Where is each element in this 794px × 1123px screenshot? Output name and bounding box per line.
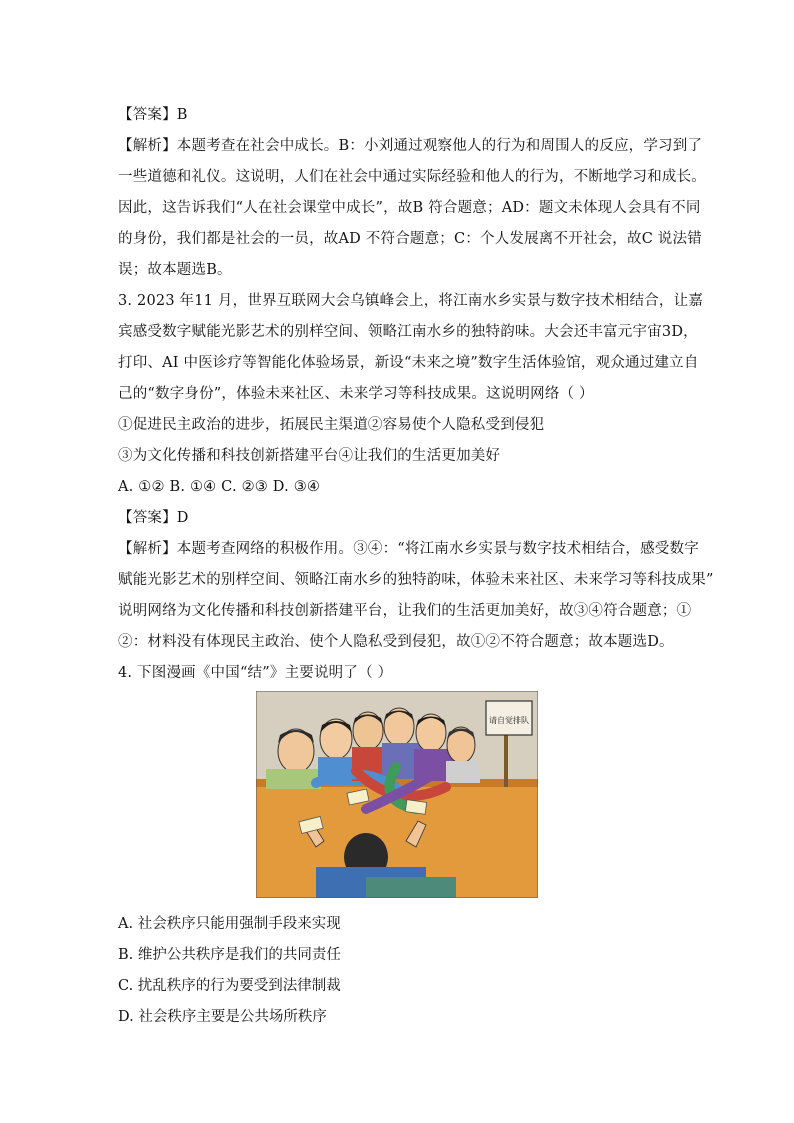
q4-stem: 4. 下图漫画《中国“结”》主要说明了（ ） xyxy=(118,665,393,681)
document-page xyxy=(118,100,714,1033)
q3-analysis-line: 赋能光影艺术的别样空间、领略江南水乡的独特韵味，体验未来社区、未来学习等科技成果” xyxy=(118,572,714,588)
q4-option-d: D. 社会秩序主要是公共场所秩序 xyxy=(118,1009,327,1025)
q2-answer: 【答案】B xyxy=(118,107,188,123)
cartoon-figure-container xyxy=(118,691,678,901)
queue-cartoon-illustration xyxy=(256,691,538,898)
q2-analysis-line: 的身份，我们都是社会的一员，故AD 不符合题意；C：个人发展离不开社会，故C 说法错 xyxy=(118,231,702,247)
q3-choices: A. ①② B. ①④ C. ②③ D. ③④ xyxy=(118,479,321,495)
q3-analysis-line: 说明网络为文化传播和科技创新搭建平台，让我们的生活更加美好，故③④符合题意；① xyxy=(118,603,692,619)
q4-option-c: C. 扰乱秩序的行为要受到法律制裁 xyxy=(118,978,341,994)
q4-option-a: A. 社会秩序只能用强制手段来实现 xyxy=(118,916,341,932)
q3-analysis-line: 【解析】本题考查网络的积极作用。③④：“将江南水乡实景与数字技术相结合，感受数字 xyxy=(118,541,699,557)
q4-option-b: B. 维护公共秩序是我们的共同责任 xyxy=(118,947,341,963)
q3-item-line: ③为文化传播和科技创新搭建平台④让我们的生活更加美好 xyxy=(118,448,501,464)
q3-item-line: ①促进民主政治的进步，拓展民主渠道②容易使个人隐私受到侵犯 xyxy=(118,417,545,433)
sign-text: 请自觉排队 xyxy=(489,716,529,725)
q2-analysis-line: 一些道德和礼仪。这说明，人们在社会中通过实际经验和他人的行为，不断地学习和成长。 xyxy=(118,169,706,185)
q3-analysis-line: ②：材料没有体现民主政治、使个人隐私受到侵犯，故①②不符合题意；故本题选D。 xyxy=(118,634,674,650)
q3-stem-line: 3. 2023 年11 月，世界互联网大会乌镇峰会上，将江南水乡实景与数字技术相结合，让嘉 xyxy=(118,293,704,309)
q2-analysis-line: 【解析】本题考查在社会中成长。B：小刘通过观察他人的行为和周围人的反应，学习到了 xyxy=(118,138,703,154)
q3-stem-line: 宾感受数字赋能光影艺术的别样空间、领略江南水乡的独特韵味。大会还丰富元宇宙3D， xyxy=(118,324,698,340)
q2-analysis-line: 误；故本题选B。 xyxy=(118,262,232,278)
q3-stem-line: 打印、AI 中医诊疗等智能化体验场景，新设“未来之境”数字生活体验馆，观众通过建立自 xyxy=(118,355,699,371)
q2-analysis-line: 因此，这告诉我们“人在社会课堂中成长”，故B 符合题意；AD：题文未体现人会具有不同 xyxy=(118,200,701,216)
q3-stem-line: 己的“数字身份”，体验未来社区、未来学习等科技成果。这说明网络（ ） xyxy=(118,386,594,402)
q3-answer: 【答案】D xyxy=(118,510,189,526)
